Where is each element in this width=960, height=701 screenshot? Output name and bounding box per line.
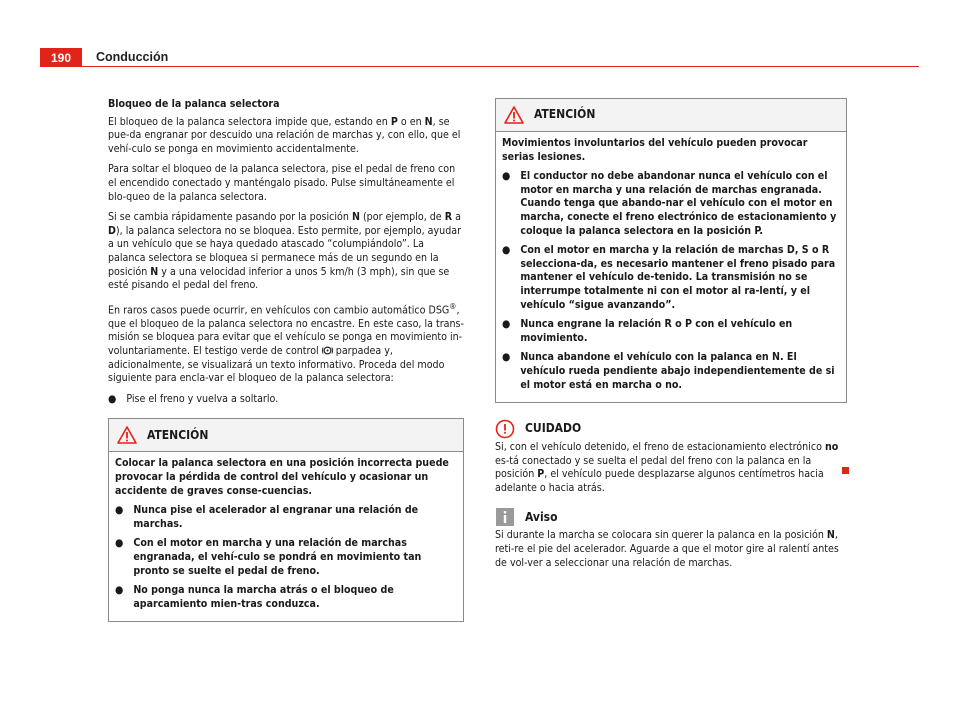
list-item: ● Nunca abandone el vehículo con la palanca en N. El vehículo rueda pendiente abajo independientemente de si el motor está en marcha o no. bbox=[502, 351, 835, 391]
warning-body bbox=[109, 452, 463, 621]
page-title: Conducción bbox=[96, 50, 169, 64]
warning-body bbox=[496, 132, 846, 402]
warning-intro: Movimientos involuntarios del vehículo pueden provocar serias lesiones. bbox=[502, 137, 808, 163]
list-item: ● Con el motor en marcha y la relación de marchas D, S o R selecciona-da, es necesario mantener el freno pisado para mantener el vehículo de-tenido. La transmisión no se interrumpe totalmente ni con el motor al ra-lentí, y el vehículo “sigue avanzando”. bbox=[502, 244, 836, 311]
warning-intro: Colocar la palanca selectora en una posición incorrecta puede provocar la pérdida de control del vehículo y ocasionar un accidente de graves conse-cuencias. bbox=[115, 457, 449, 497]
note-text: Si durante la marcha se colocara sin querer la palanca en la posición N, reti-re el pie del acelerador. Aguarde a que el motor gire al ralentí antes de vol-ver a seleccionar una relación de marchas. bbox=[495, 529, 839, 569]
warning-triangle-icon bbox=[117, 426, 137, 444]
paragraph-1: El bloqueo de la palanca selectora impide que, estando en P o en N, se pue-da engranar por descuido una relación de marchas y, con ello, que el vehí-culo se ponga en movimiento accidentalmente. bbox=[108, 115, 461, 155]
gearbox-warning-icon bbox=[322, 346, 333, 355]
warning-title: ATENCIÓN bbox=[147, 427, 209, 442]
section-heading: Bloqueo de la palanca selectora bbox=[108, 98, 280, 110]
page-number: 190 bbox=[40, 48, 82, 67]
left-column bbox=[108, 98, 464, 622]
warning-box-left bbox=[108, 418, 464, 622]
list-item: ● Pise el freno y vuelva a soltarlo. bbox=[108, 392, 279, 405]
warning-header bbox=[109, 419, 463, 452]
caution-title: CUIDADO bbox=[525, 421, 582, 436]
list-item: ● Nunca engrane la relación R o P con el vehículo en movimiento. bbox=[502, 318, 793, 344]
info-icon bbox=[495, 507, 515, 527]
warning-triangle-icon bbox=[504, 106, 524, 124]
list-item: ● El conductor no debe abandonar nunca el vehículo con el motor en marcha y una relación de marchas engranada. Cuando tenga que abando-nar el vehículo con el motor en marcha, conecte el freno electrónico de estacionamiento y coloque la palanca selectora en la posición P. bbox=[502, 170, 837, 237]
list-item: ● Con el motor en marcha y una relación de marchas engranada, el vehí-culo se pondrá en movimiento tan pronto se suelte el pedal de freno. bbox=[115, 537, 422, 577]
right-column bbox=[495, 98, 847, 577]
caution-icon bbox=[495, 419, 515, 439]
paragraph-3: Si se cambia rápidamente pasando por la posición N (por ejemplo, de R a D), la palanca selectora no se bloquea. Esto permite, por ejemplo, ayudar a un vehículo que se haya quedado atascado “columpiándolo”. La palanca selectora se bloquea si permanece más de un segundo en la posición N y a una velocidad inferior a unos 5 km/h (3 mph), sin que se esté pisando el pedal del freno. bbox=[108, 211, 462, 292]
list-item: ● Nunca pise el acelerador al engranar una relación de marchas. bbox=[115, 504, 419, 530]
warning-box-right bbox=[495, 98, 847, 403]
header-divider bbox=[82, 66, 919, 67]
paragraph-4: En raros casos puede ocurrir, en vehículos con cambio automático DSG®, que el bloqueo de la palanca selectora no encastre. En este caso, la trans-misión se bloquea para evitar que el vehículo se ponga en movimiento in-voluntariamente. El testigo verde de control parpadea y, adicionalmente, se visualizará un texto informativo. Proceda del modo siguiente para encla-var el bloqueo de la palanca selectora: bbox=[108, 301, 464, 385]
caution-header bbox=[495, 419, 847, 439]
note-header bbox=[495, 507, 847, 527]
section-end-marker bbox=[842, 467, 849, 474]
warning-header bbox=[496, 99, 846, 132]
warning-title: ATENCIÓN bbox=[534, 107, 596, 122]
paragraph-2: Para soltar el bloqueo de la palanca selectora, pise el pedal de freno con el encendido conectado y manténgalo pisado. Pulse simultáneamente el blo-queo de la palanca selectora. bbox=[108, 163, 456, 203]
note-title: Aviso bbox=[525, 509, 558, 524]
list-item: ● No ponga nunca la marcha atrás o el bloqueo de aparcamiento mien-tras conduzca. bbox=[115, 584, 394, 610]
caution-text: Si, con el vehículo detenido, el freno de estacionamiento electrónico no es-tá conectado y se suelta el pedal del freno con la palanca en la posición P, el vehículo puede desplazarse algunos centímetros hacia adelante o hacia atrás. bbox=[495, 441, 839, 494]
